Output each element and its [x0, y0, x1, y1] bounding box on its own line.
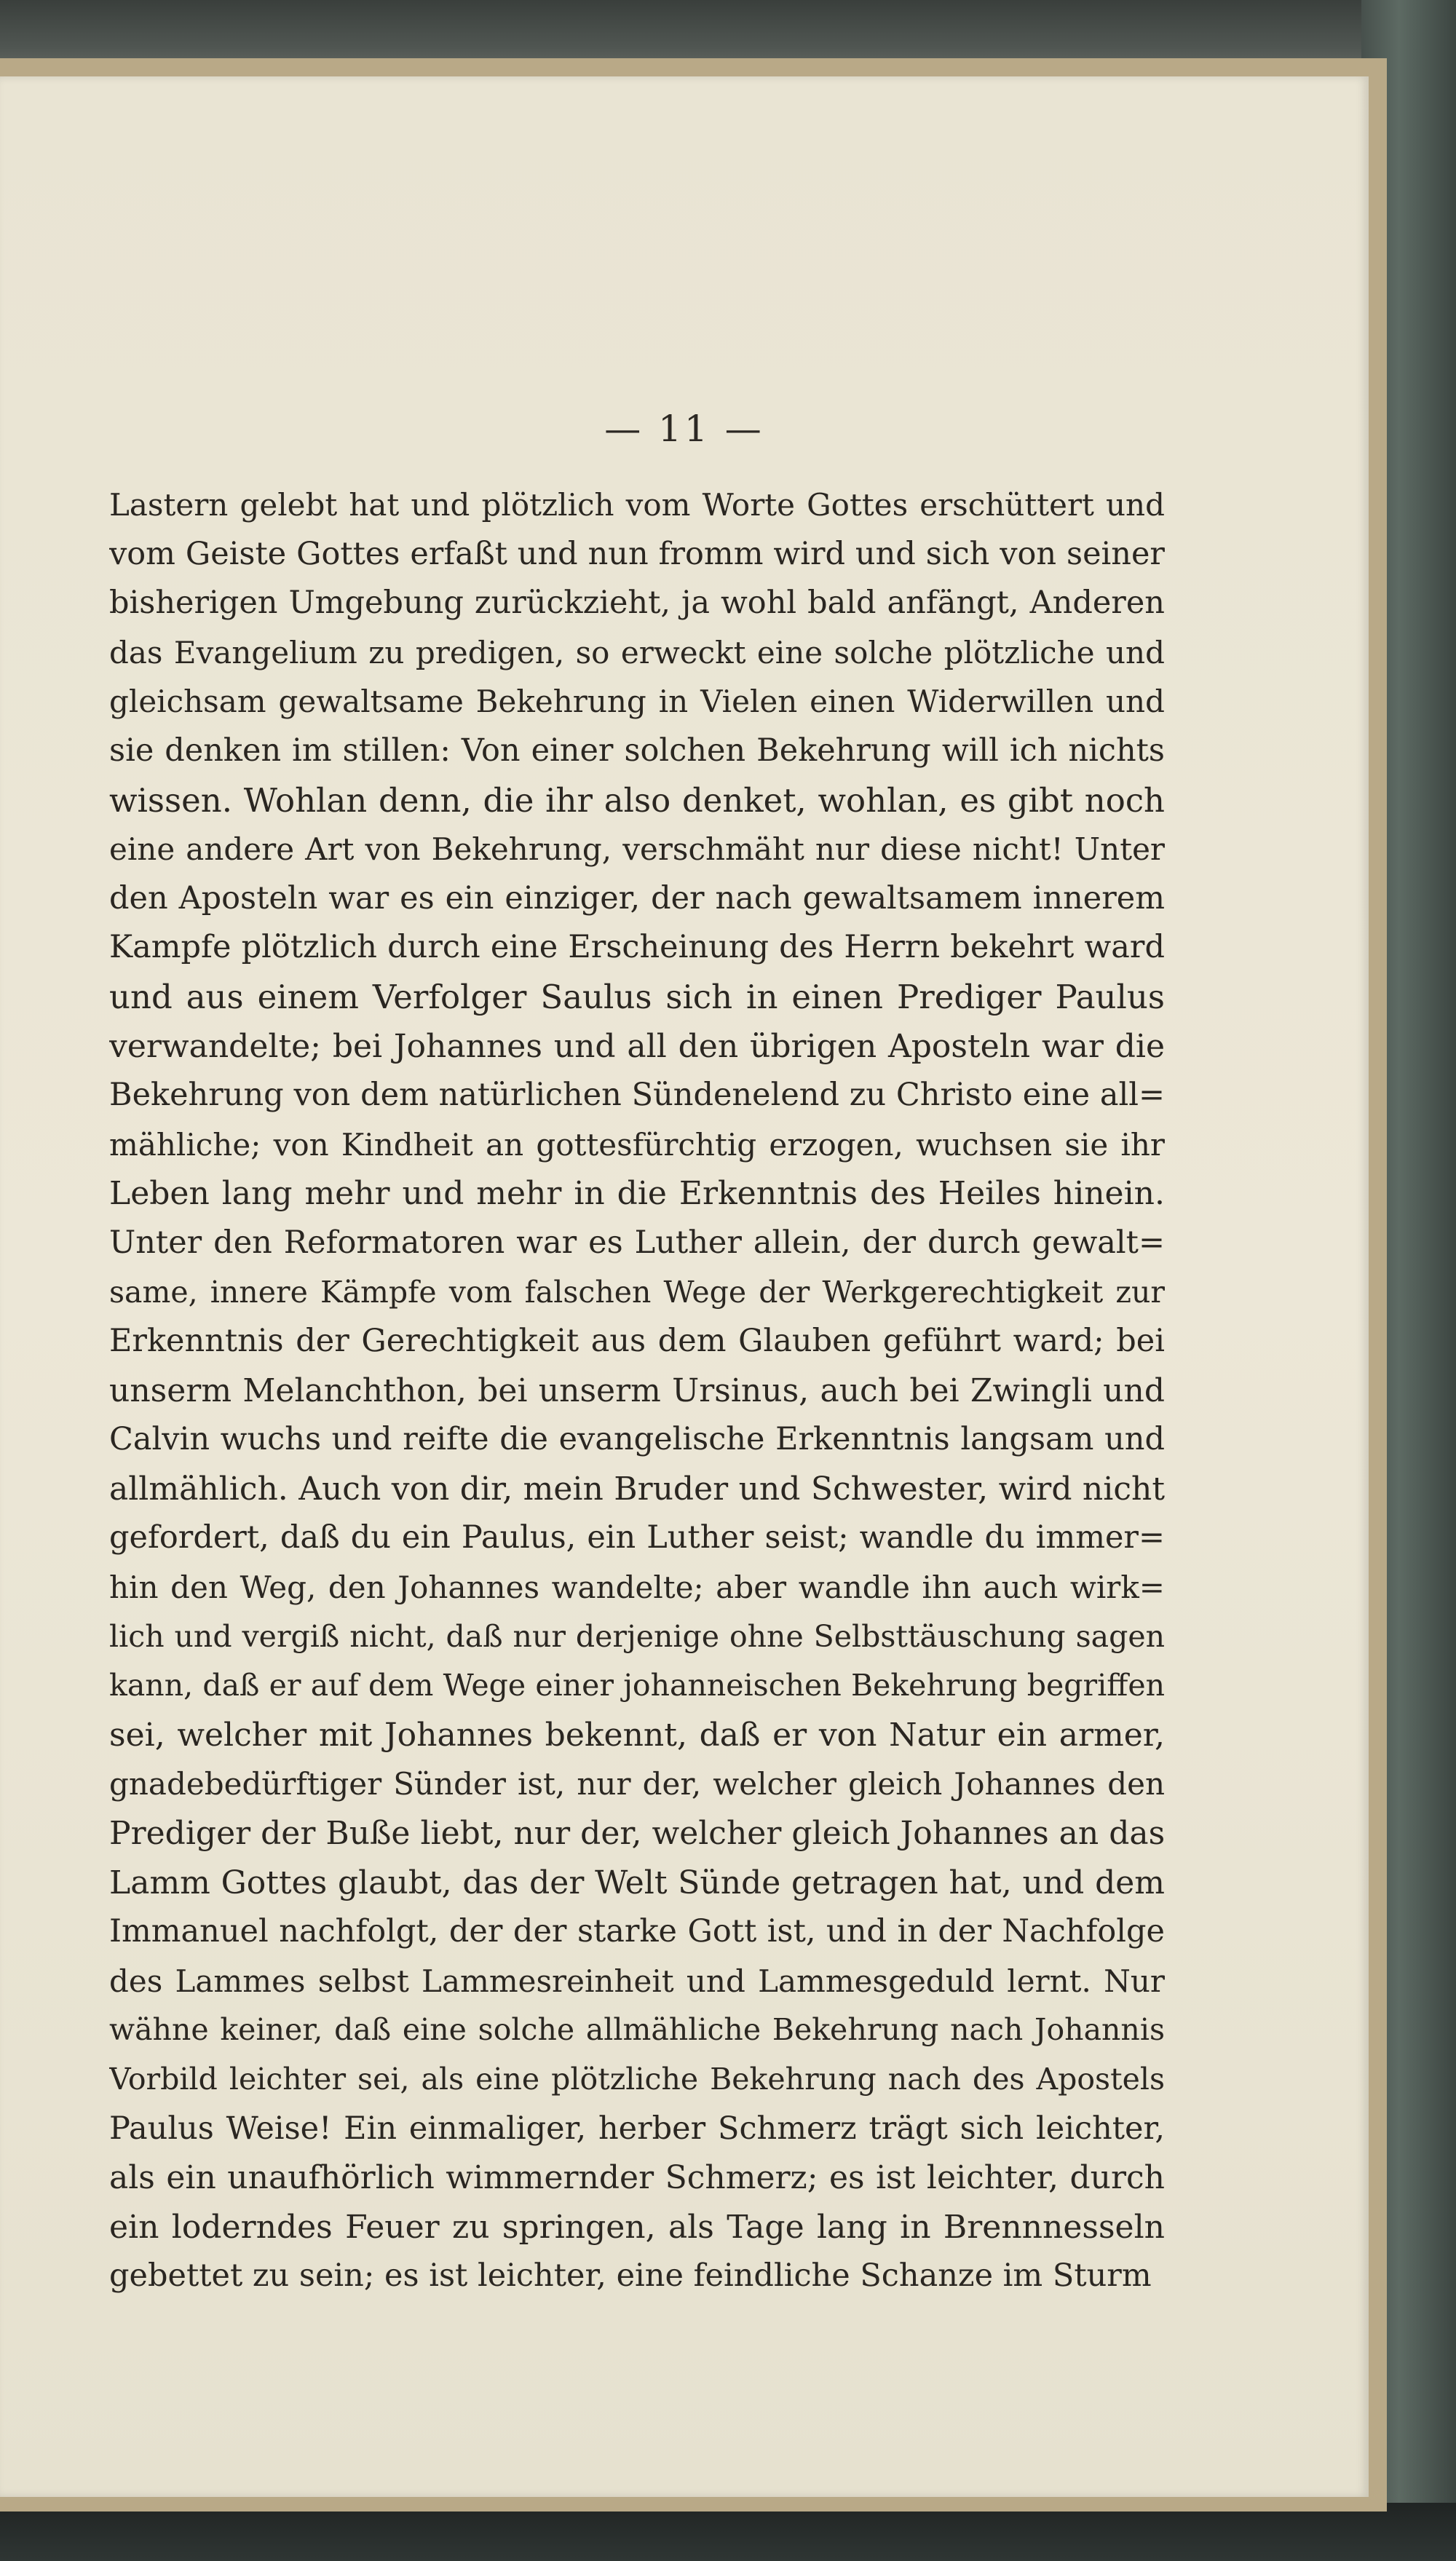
text-line: den Aposteln war es ein einziger, der nach gewaltsamem innerem	[109, 879, 1165, 917]
text-line: same, innere Kämpfe vom falschen Wege der Werkgerechtigkeit zur	[109, 1274, 1165, 1310]
text-line: sei, welcher mit Johannes bekennt, daß er von Natur ein armer,	[109, 1716, 1165, 1754]
body-text	[109, 480, 1165, 2301]
book-cover-bottom	[0, 2503, 1456, 2561]
text-line: Unter den Reformatoren war es Luther allein, der durch gewalt=	[109, 1224, 1165, 1261]
text-line: Lamm Gottes glaubt, das der Welt Sünde getragen hat, und dem	[109, 1864, 1165, 1901]
text-line: kann, daß er auf dem Wege einer johanneischen Bekehrung begriffen	[109, 1668, 1165, 1703]
text-line: und aus einem Verfolger Saulus sich in einen Prediger Paulus	[109, 977, 1165, 1016]
text-line: wähne keiner, daß eine solche allmähliche Bekehrung nach Johannis	[109, 2012, 1165, 2048]
text-line: Vorbild leichter sei, als eine plötzliche Bekehrung nach des Apostels	[109, 2062, 1165, 2097]
text-line: gefordert, daß du ein Paulus, ein Luther seist; wandle du immer=	[109, 1519, 1165, 1556]
text-line: gleichsam gewaltsame Bekehrung in Vielen einen Widerwillen und	[109, 684, 1165, 720]
text-line: hin den Weg, den Johannes wandelte; aber wandle ihn auch wirk=	[109, 1570, 1165, 1606]
text-line: vom Geiste Gottes erfaßt und nun fromm wird und sich von seiner	[109, 535, 1165, 572]
text-line: allmählich. Auch von dir, mein Bruder und Schwester, wird nicht	[109, 1470, 1165, 1508]
text-line: das Evangelium zu predigen, so erweckt eine solche plötzliche und	[109, 634, 1165, 670]
text-line: Calvin wuchs und reifte die evangelische Erkenntnis langsam und	[109, 1421, 1165, 1458]
text-line: eine andere Art von Bekehrung, verschmäht nur diese nicht! Unter	[109, 831, 1165, 868]
text-line: wissen. Wohlan denn, die ihr also denket, wohlan, es gibt noch	[109, 780, 1165, 820]
text-line: mähliche; von Kindheit an gottesfürchtig erzogen, wuchsen sie ihr	[109, 1126, 1165, 1163]
text-line: gnadebedürftiger Sünder ist, nur der, welcher gleich Johannes den	[109, 1766, 1165, 1802]
text-line: Lastern gelebt hat und plötzlich vom Worte Gottes erschüttert und	[109, 487, 1165, 523]
text-line: lich und vergiß nicht, daß nur derjenige ohne Selbsttäuschung sagen	[109, 1618, 1165, 1654]
text-line: Kampfe plötzlich durch eine Erscheinung des Herrn bekehrt ward	[109, 929, 1165, 966]
text-line: Paulus Weise! Ein einmaliger, herber Schmerz trägt sich leichter,	[109, 2110, 1165, 2147]
text-line: Erkenntnis der Gerechtigkeit aus dem Glauben geführt ward; bei	[109, 1323, 1165, 1360]
text-line: als ein unaufhörlich wimmernder Schmerz; es ist leichter, durch	[109, 2159, 1165, 2197]
text-line: sie denken im stillen: Von einer solchen Bekehrung will ich nichts	[109, 732, 1165, 769]
text-line: ein loderndes Feuer zu springen, als Tage lang in Brennnesseln	[109, 2208, 1165, 2246]
text-line: Prediger der Buße liebt, nur der, welcher gleich Johannes an das	[109, 1815, 1165, 1853]
page-number: — 11 —	[604, 408, 764, 450]
text-line: unserm Melanchthon, bei unserm Ursinus, auch bei Zwingli und	[109, 1371, 1165, 1409]
book-page	[0, 76, 1369, 2497]
text-line: gebettet zu sein; es ist leichter, eine feindliche Schanze im Sturm	[109, 2257, 1152, 2295]
text-line: verwandelte; bei Johannes und all den übrigen Aposteln war die	[109, 1027, 1165, 1065]
text-line: Leben lang mehr und mehr in die Erkenntnis des Heiles hinein.	[109, 1175, 1165, 1213]
text-line: bisherigen Umgebung zurückzieht, ja wohl bald anfängt, Anderen	[109, 585, 1165, 622]
text-line: Bekehrung von dem natürlichen Sündenelend zu Christo eine all=	[109, 1077, 1165, 1114]
text-line: Immanuel nachfolgt, der der starke Gott ist, und in der Nachfolge	[109, 1913, 1165, 1950]
text-line: des Lammes selbst Lammesreinheit und Lammesgeduld lernt. Nur	[109, 1963, 1165, 1999]
